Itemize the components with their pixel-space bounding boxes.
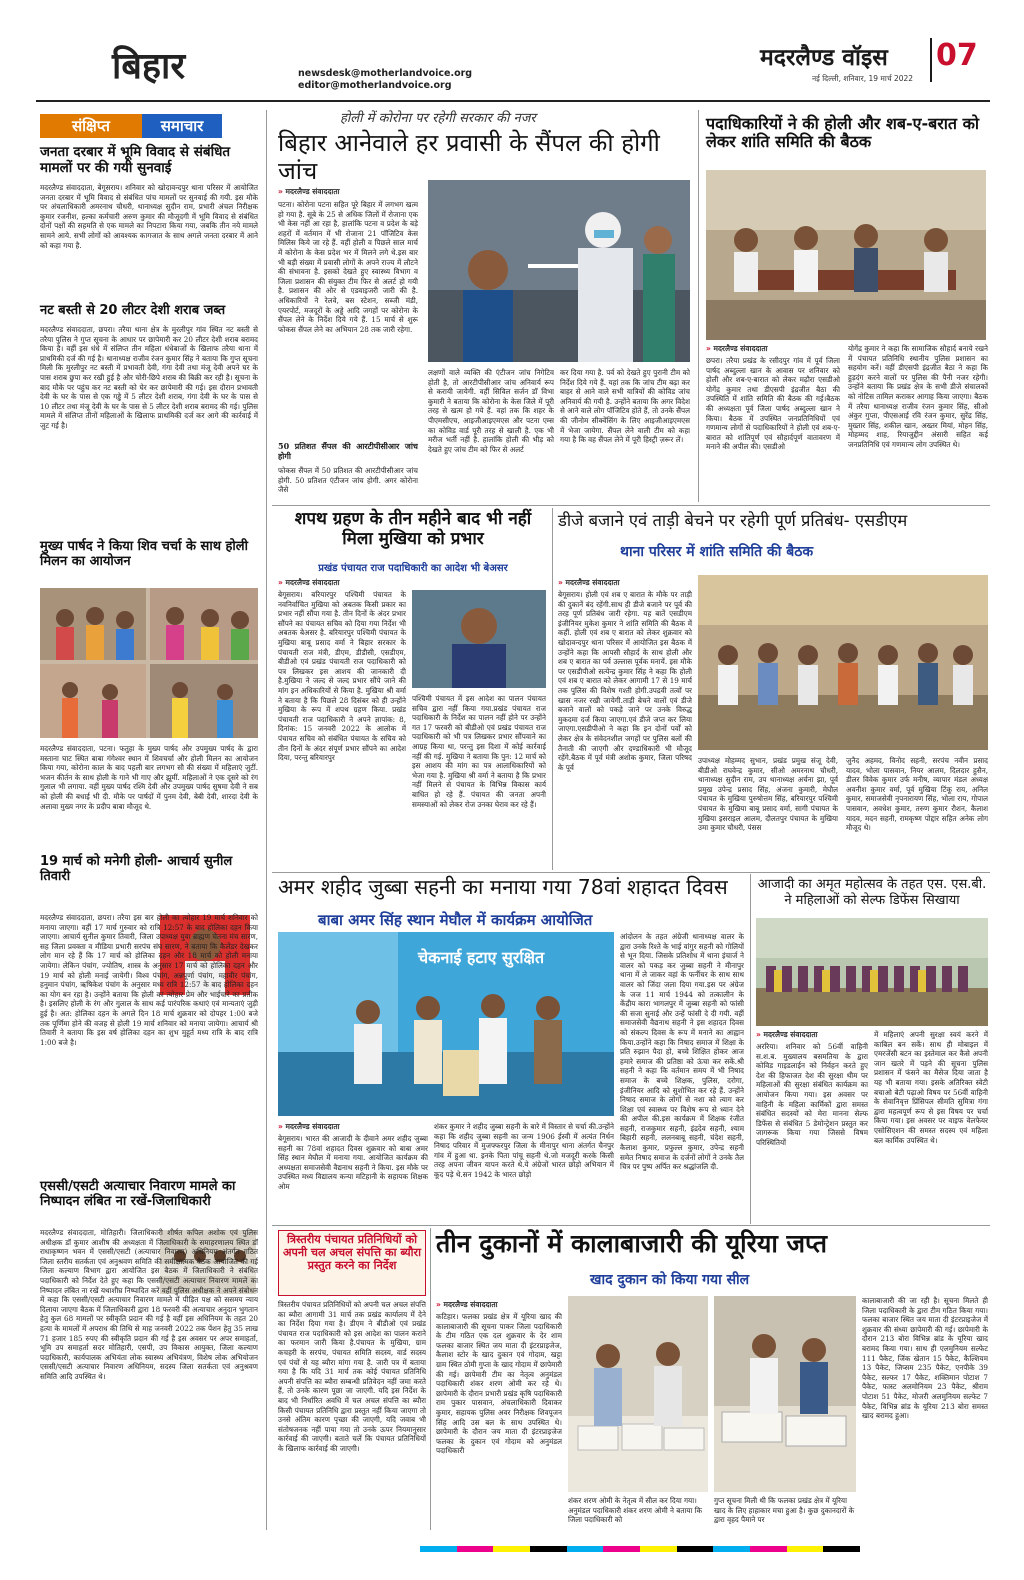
col-divider-low: [750, 874, 751, 1224]
story8-col2: कालाबाजारी की जा रही है। सूचना मिलते ही जिला पदाधिकारी के द्वारा टीम गठित किया गया। फलका बाजार स्थित जय माता दी इंटरप्राइजेज में शुक्रवार की संध्या छापेमारी की गई। छापेमारी के दौरान 213 बोरा विभिन्न ब्रांड के यूरिया खाद बरामद किया गया। साथ ही एलमुनियम सल्फेट 111 पैकेट, जिंक खेतान 15 पैकेट, कैल्शियम 13 पैकेट, जिप्सम 235 पैकेट, एनपीके 39 पैकेट, सल्फर 17 पैकेट, शक्तिमान पोटाश 7 पैकेट, फास्ट अलमोनियम 23 पैकेट, श्रीराम पोटाश 51 पैकेट, मोजरी अलमुनियम सल्फेट 7 पैकेट, विभिन्न ब्रांड के यूरिया 213 बोरा समस्त खाद बरामद हुआ।: [862, 1296, 988, 1421]
story3-title: शपथ ग्रहण के तीन महीने बाद भी नहीं मिला मुखिया को प्रभार: [294, 509, 532, 549]
sidebar-story5-title: एससी/एसटी अत्याचार निवारण मामले का निष्पादन लंबित ना रखें-जिलाधिकारी: [40, 1179, 236, 1209]
urea-godown-photo-2: [714, 1296, 856, 1492]
story1-col3: कर दिया गया है. पर्व को देखते हुए पुरानी टीम को निर्देश दिये गये हैं. यहां तक कि जांच टीम बढ़ा कर बाहर से आने वाले सभी यात्रियों की कोविड जांच अनिवार्य की गयी है. उन्होंने बताया कि अगर विदेश से आने वाले लोग पॉजिटिव होते हैं, तो उनके सैंपल की जीनोम सीक्वेंसिंग के लिए आइजीआइएमएस में भेजा जायेगा. सैंपल लेने वाली टीम को कहा गया है कि वह सैंपल लेने में पूरी हिस्ट्री ज़रूर लें।: [560, 368, 690, 445]
row3-rule: [272, 1225, 990, 1226]
story1-subhead: 50 प्रतिशत सैंपल की आरटीपीसीआर जांच होगी: [278, 442, 418, 461]
story4-col1: बेगूसराय। होली एवं शब ए बारात के मौके पर ताड़ी की दुकानें बंद रहेंगी.साथ ही डीजे बजाने पर पूर्व की तरह पूर्ण प्रतिबंध जारी रहेगा. यह बातें एसडीएम इंजीनियर मुकेश कुमार ने शांति समिति की बैठक में कहीं. होली एवं शब ए बारात को लेकर शुक्रवार को खोदावन्दपुर थाना परिसर में आयोजित इस बैठक में उन्होंने कहा कि आपसी सौहार्द के साथ होली और शब ए बारात का पर्व उल्लास पूर्वक मनायें. इस मौके पर एसडीपीओ सत्येन्द्र कुमार सिंह ने कहा कि होली एवं शब ए बारात को लेकर आगामी 17 से 19 मार्च तक पुलिस की विशेष गश्ती होगी.उपद्रवी तत्वों पर खास नजर रखी जायेगी.ताड़ी बेचने वालों एवं डीजे बजाने वालों को पकड़े जाने पर उनके विरुद्ध मुकदमा दर्ज किया जाएगा.एवं डीजे जप्त कर लिया जाएगा.एसडीपीओ ने कहा कि इन दोनों पर्वों को लेकर क्षेत्र के संवेदनशील जगहों पर पुलिस बलों की तैनाती की जाएगी और दण्डाधिकारी भी मौजूद रहेंगे.बैठक में पूर्व मंत्री अशोक कुमार, जिला परिषद के पूर्व: [558, 590, 692, 772]
story7-title: त्रिस्तरीय पंचायत प्रतिनिधियों को अपनी चल अचल संपत्ति का ब्यौरा प्रस्तुत करने का निर्देश: [282, 1233, 422, 1272]
story4-col2: उपाध्यक्ष मोहम्मद सुभान, प्रखंड प्रमुख संजू देवी, बीडीओ राघवेन्द्र कुमार, सीओ अमरनाथ चौधरी, थानाध्यक्ष सुदीन राम, उप थानाध्यक्ष अर्चना झा, पूर्व प्रमुख उपेन्द्र प्रसाद सिंह, अंजना कुमारी, मेघौल पंचायत के मुखिया पुरुषोत्तम सिंह, बरियारपुर पश्चिमी पंचायत के मुखिया बाबू प्रसाद वर्मा, सागी पंचायत के मुखिया इसराइल आलम, दौलतपुर पंचायत के मुखिया उमा कुमार चौधरी, पंसस: [698, 756, 838, 833]
row2-rule: [272, 872, 990, 873]
sidebar-divider: [266, 110, 267, 1530]
story5-byline: » मदरलैण्ड संवाददाता: [278, 1122, 340, 1132]
story4-byline: » मदरलैण्ड संवाददाता: [558, 578, 620, 588]
story4-subhead: थाना परिसर में शांति समिति की बैठक: [620, 544, 814, 560]
col-divider-top: [698, 110, 699, 502]
story8-caption-1: शंकर शरण ओमी के नेतृत्व में सील कर दिया गया। अनुमंडल पदाधिकारी शंकर शरण ओमी ने बताया कि जिला पदाधिकारी को: [568, 1496, 703, 1525]
story5-col1: बेगूसराय। भारत की आजादी के दीवाने अमर शहीद जुब्बा सहनी का 78वां शहादत दिवस शुक्रवार को बाबा अमर सिंह स्थान मेघौल में मनाया गया. आयोजित कार्यक्रम की अध्यक्षता समाजसेवी वैद्यनाथ सहनी ने किया. इस मौके पर उपस्थित मध्य विद्यालय कन्या मटिहानी के सहायक शिक्षक ओम: [278, 1134, 428, 1191]
sidebar-story2-body: मदरलैण्ड संवाददाता, छपरा। तरैया थाना क्षेत्र के मुरलीपुर गांव स्थित नट बस्ती से तरैया पुलिस ने गुप्त सूचना के आधार पर छापेमारी कर 20 लीटर देशी शराब बरामद किया है। वहीं इस धंधे में संलिप्त तीन महिला धंधेबाजों के खिलाफ तरैया थाना में प्राथमिकी दर्ज की गई है। थानाध्यक्ष राजीव रंजन कुमार सिंह ने बताया कि गुप्त सूचना मिली कि मुरलीपुर नट बस्ती में प्रभावती देवी, गंगा देवी तथा मंजू देवी अपने घर के पास शराब छुपा कर रखी हुई है और चोरी-छिपे शराब की बिक्री कर रही है। सूचना के बाद मौके पर पहुंच कर नट बस्ती को घेर कर छापेमारी की गई। इस दौरान प्रभावती देवी के घर के पास से एक गड्ढे में 5 लीटर देशी शराब, गंगा देवी के घर के पास से 10 लीटर तथा मंजू देवी के घर के पास से 5 लीटर देशी शराब बरामद की गई। पुलिस मामले में संलिप्त तीनों महिलाओं के खिलाफ प्राथमिकी दर्ज कर आगे की कार्रवाई में जुट गई है।: [40, 325, 258, 430]
story1-col2: लक्षणों वाले व्यक्ति की एंटीजन जांच निगेटिव होती है, तो आरटीपीसीआर जांच अनिवार्य रूप से करायी जायेगी. वहीं सिविल सर्जन डॉ विभा कुमारी ने बताया कि कोरोना के केस जिले में पूरी तरह से खत्म हो गये हैं. वहां तक कि शहर के पीएमसीएच, आइजीआइएमएस और पटना एम्स का कोविड वार्ड पूरी तरह से खाली है. एक भी मरीज भर्ती नहीं है. हालांकि होली की भीड़ को देखते हुए जांच टीम को फिर से अलर्ट: [428, 368, 554, 454]
sidebar-tag-right: समाचार: [142, 114, 222, 138]
story8-title: तीन दुकानों में कालाबाजारी की यूरिया जप्त: [436, 1229, 827, 1258]
martyr-day-photo: [278, 932, 614, 1116]
story3-subhead: प्रखंड पंचायत राज पदाधिकारी का आदेश भी बेअसर: [318, 563, 508, 574]
sidebar-story3-title: मुख्य पार्षद ने किया शिव चर्चा के साथ होली मिलन का आयोजन: [40, 539, 248, 569]
story8-subhead: खाद दुकान को किया गया सील: [590, 1272, 750, 1288]
covid-testing-photo: [428, 180, 690, 362]
row1-rule: [272, 505, 990, 506]
sidebar-story3-body: मदरलैण्ड संवाददाता, पटना। फतुहा के मुख्य पार्षद और उपमुख्य पार्षद के द्वारा मस्ताना घाट स्थित बाबा गंगेश्वर स्थान में शिवचर्चा और होली मिलन का आयोजन किया गया, कोरोना काल के बाद पहली बार लगभग सौ की संख्या में महिलाएं जुटीं. भजन कीर्तन के साथ होली के गाने भी गाए और झूमीं. महिलाओं ने एक दूसरे को रंग गुलाल भी लगाया. वहीं मुख्य पार्षद रश्मि देवी और उपमुख्य पार्षद सुषमा देवी ने सब को होली की बधाई भी दी. मौके पर पार्षदों में पुनम देवी, बेबी देवी, शारदा देवी के अलावा मुख्य नगर के प्रदीप बाबा मौजूद थे.: [40, 744, 258, 811]
sidebar-story1-body: मदरलैण्ड संवाददाता, बेगूसराय। शनिवार को खोदावन्दपुर थाना परिसर में आयोजित जनता दरबार में भूमि विवाद से संबंधित पांच मामलों पर सुनवाई की गयी. इस मौके पर अंचलाधिकारी अमरनाथ चौधरी, थानाध्यक्ष सुदीन राम, प्रभारी अंचल निरीक्षक कुमार रजनीश, हल्का कर्मचारी अरुण कुमार की मौजूदगी में भूमि विवाद से संबंधित दोनों पक्षों की सहमति से एक मामले का निपटारा किया गया, जबकि तीन नये मामले सामने आये. सभी लोगों को आवश्यक कागजात के साथ अगले जनता दरबार में आने को कहा गया है.: [40, 183, 258, 250]
holi-milan-photo: [40, 588, 258, 738]
story5-title: अमर शहीद जुब्बा सहनी का मनाया गया 78वां शहादत दिवस: [278, 875, 728, 899]
story6-byline: » मदरलैण्ड संवाददाता: [756, 1030, 818, 1040]
sidebar-tag: [40, 114, 256, 138]
photo-banner-text: चेकनाई हटाए सुरक्षित: [418, 948, 545, 967]
story5-subhead: बाबा अमर सिंह स्थान मेघौल में कार्यक्रम आयोजित: [318, 911, 593, 929]
story3-byline: » मदरलैण्ड संवाददाता: [278, 578, 340, 588]
sidebar-story2-title: नट बस्ती से 20 लीटर देशी शराब जब्त: [40, 303, 226, 318]
story8-col1: कटिहार। फलका प्रखंड क्षेत्र में यूरिया खाद की कालाबाजारी की सूचना पाकर जिला पदाधिकारी के टीम गठित एक दल शुक्रवार के देर शाम फलका बाजार स्थित जय माता दी इंटरप्राइजेज, कैलाश स्टोर के खाद दुकान एवं गोदाम, खट्टा ग्राम स्थित ठोमी गुप्ता के खाद गोदाम में छापेमारी की गई। छापेमारी टीम का नेतृत्व अनुमंडल पदाधिकारी शंकर शरण ओमी कर रहे थे। छापेमारी के दौरान प्रभारी प्रखंड कृषि पदाधिकारी राम पुकार पासवान, अंचलाधिकारी दिवाकर कुमार, सहायक पुलिस अवर निरीक्षक शिवपूजन सिंह आदि उस बल के साथ उपस्थित थे। छापेमारी के दौरान जय माता दी इंटरप्राइजेज फलका के दुकान एवं गोदाम को अनुमंडल पदाधिकारी: [436, 1312, 562, 1456]
story1-byline: » मदरलैण्ड संवाददाता: [278, 187, 340, 197]
urea-godown-photo-1: [568, 1296, 708, 1492]
newsdesk-email[interactable]: newsdesk@motherlandvoice.org: [298, 68, 473, 79]
story5-col2: शंकर कुमार ने शहीद जुब्बा सहनी के बारे में विस्तार से चर्चा की.उन्होंने कहा कि शहीद जुब्बा सहनी का जन्म 1906 ईस्वी में अत्यंत निर्धन निषाद परिवार में मुजफ्फरपुर जिला के मीनापुर थाना अंतर्गत चैनपुर गांव में हुआ था. इनके पिता पांचू सहनी थे.जो मजदूरी करके किसी तरह अपना जीवन यापन करते थे.ये अंग्रेजों भारत छोड़ो अभियान में कूद पड़े थे.सन 1942 के भारत छोड़ो: [434, 1122, 614, 1179]
dateline: नई दिल्ली, शनिवार, 19 मार्च 2022: [812, 74, 914, 83]
story2-col1: छपरा। तरैया प्रखंड के रसीदपुर गांव में पूर्व जिला पार्षद अब्दुल्ला खान के आवास पर शनिवार को होली और शब-ए-बारात को लेकर मढ़ौरा एसडीओ योगेंद्र कुमार तथा डीएसपी इंद्रजीत बैठा की उपस्थिति में शांति समिति की बैठक की गई।बैठक की अध्यक्षता पूर्व जिला पार्षद अब्दुल्ला खान ने किया। बैठक में उपस्थित जनप्रतिनिधियों एवं गणमान्य लोगों से पदाधिकारियों ने होली एवं शब-ए-बारात को शांतिपूर्ण एवं सौहार्दपूर्ण वातावरण में मनाने की अपील की। एसडीओ: [706, 356, 840, 452]
editor-email[interactable]: editor@motherlandvoice.org: [298, 80, 452, 91]
page-number: 07: [936, 38, 978, 73]
story1-col1b: फोकस सैंपल में 50 प्रतिशत की आरटीपीसीआर जांच होगी. 50 प्रतिशत एंटीजन जांच होगी. अगर कोरोना जैसे: [278, 466, 418, 495]
masthead-rule: [36, 100, 990, 102]
story2-title: पदाधिकारियों ने की होली और शब-ए-बरात को लेकर शांति समिति की बैठक: [706, 114, 980, 152]
sidebar-tag-left: संक्षिप्त: [40, 114, 142, 138]
story2-byline: » मदरलैण्ड संवाददाता: [706, 344, 768, 354]
story4-title: डीजे बजाने एवं ताड़ी बेचने पर रहेगी पूर्ण प्रतिबंध- एसडीएम: [558, 511, 908, 530]
story6-col2: में महिलाएं अपनी सुरक्षा स्वयं करने में काबिल बन सकें। साथ ही मोबाइल में एमरजेंसी बटन का इस्तेमाल कर कैसे अपनी जान खतरे में पड़ने की सूचना पुलिस प्रशासन में फंसने का मैसेज दिया जाता है यह भी बताया गया। इसके अतिरिक्त स्वेटी बचाओ बेटी पढ़ाओ विषय पर 56वीं वाहिनी के सेवानिवृत्त प्रिंसिपल सीमति सुमित्रा गंगा द्वारा महत्वपूर्ण रूप से इस विषय पर चर्चा किया गया। इस अवसर पर वाइफ वेलफेयर एसोसिएशन की समस्त सदस्य एवं महिला बल कार्मिक उपस्थित थे।: [874, 1030, 988, 1145]
story8-caption-2: गुप्त सूचना मिली थी कि फलका प्रखंड क्षेत्र में यूरिया खाद के लिए हाहाकार मचा हुआ है। कुछ दुकानदारों के द्वारा वृहद पैमाने पर: [714, 1496, 855, 1525]
col-divider-mid: [552, 508, 553, 870]
brand-divider: [930, 38, 932, 82]
sidebar-story4-title: 19 मार्च को मनेगी होली- आचार्य सुनील तिवारी: [40, 854, 233, 884]
brand-logo: मदरलैण्ड वॉइस: [760, 45, 888, 71]
col-divider-bottom: [430, 1228, 431, 1530]
peace-committee-photo-1: [706, 170, 986, 340]
mukhiya-portrait: [412, 590, 546, 688]
story6-col1: अररिया। शनिवार को 56वीं वाहिनी स.श.ब. मुख्यालय बसमतिया के द्वारा कोविड गाइडलाईन को निर्वहन करते हुए देश की हिफाजत देश की सुरक्षा थीम पर महिलाओं की सुरक्षा संबंधित कार्यक्रम का आयोजन किया गया। इस अवसर पर वाहिनी के महिला कार्मिकों द्वारा समस्त संबंधित सदस्यों को मेरा मानना सेल्फ डिफेंस से संबंधित 5 डेमोन्ट्रेशन प्रस्तुत कर जागरूक किया गया जिससे विषम परिस्थितियों: [756, 1042, 868, 1147]
self-defence-photo: [756, 918, 988, 1026]
section-title: बिहार: [112, 46, 186, 87]
story1-col1: पटना। कोरोना पटना सहित पूरे बिहार में लगभग खत्म हो गया है. सूबे के 25 से अधिक जिलों में रोजाना एक भी केस नहीं आ रहा है, हालांकि पटना व प्रदेश के बड़े शहरों में वर्तमान में भी रोजाना 21 पॉजिटिव केस मिलिस किये जा रहे हैं. वहीं होली व पिछले साल मार्च में कोरोना के केस प्रदेश भर में मिलने लगे थे.इस बार भी बड़ी संख्या में प्रवासी लोगों के अपने राज्य में लौटने की संभावना है. इसको देखते हुए स्वास्थ्य विभाग व जिला प्रशासन की संयुक्त टीम फिर से अलर्ट हो गयी है. प्रशासन की ओर से एडवाइजरी जारी की है. अधिकारियों ने रेलवे, बस स्टेशन, सब्जी मंडी, एयरपोर्ट, मजदूरों के अड्डे आदि जगहों पर कोरोना के सैंपल लेने के निर्देश दिये गये हैं. 15 मार्च से शुरू फोकस सैंपल लेने का अभियान 28 तक जारी रहेगा.: [278, 200, 418, 334]
story3-col1: बेगूसराय। बरियारपुर पश्चिमी पंचायत के नवनिर्वाचित मुखिया को अबतक किसी प्रकार का प्रभार नहीं सौंपा गया है. तीन दिनों के अंदर प्रभार सौंपने का पंचायत सचिव को दिया गया निर्देश भी अबतक बेअसर है. बरियारपुर पश्चिमी पंचायत के मुखिया बाबू प्रसाद वर्मा ने बिहार सरकार के पंचायती राज मंत्री, डीएम, डीडीसी, एसडीएम, बीडीओ एवं प्रखंड पंचायती राज पदाधिकारी को पत्र लिखकर इस आशय की जानकारी दी है.मुखिया ने जल्द से जल्द प्रभार सौंपे जाने की मांग इन अधिकारियों से किया है. मुखिया श्री वर्मा ने बताया है कि पिछले 28 दिसंबर को ही उन्होंने मुखिया के रूप में शपथ ग्रहण किया. प्रखंड पंचायती राज पदाधिकारी ने अपने ज्ञापांक: 8, दिनांक: 15 जनवरी 2022 के आलोक में पंचायत सचिव को संबंधित पंचायत के सचिव को तीन दिनों के अंदर संपूर्ण प्रभार सौंपने का आदेश दिया, परन्तु बरियारपुर: [278, 590, 406, 763]
story1-kicker: होली में कोरोना पर रहेगी सरकार की नजर: [340, 111, 536, 126]
color-registration-bar: [420, 1546, 860, 1552]
story1-title: बिहार आनेवाले हर प्रवासी के सैंपल की होगी जांच: [278, 129, 660, 185]
sidebar-story1-title: जनता दरबार में भूमि विवाद से संबंधित मामलों पर की गयी सुनवाई: [40, 144, 231, 176]
thana-meeting-photo: [698, 575, 988, 750]
sidebar-story4-body: मदरलैण्ड संवाददाता, छपरा। तरैया इस बार होली का त्योहार 19 मार्च शनिवार को मनाया जाएगा। वहीं 17 मार्च गुरुवार को रात्रि 12:57 के बाद होलिका दहन किया जाएगा। आचार्य सुनील कुमार तिवारी, जिला उपाध्यक्ष युवा ब्राह्मण चेतना मंच सारण, सह जिला प्रवक्ता व मीडिया प्रभारी सरपंच संघ सारण, ने बताया कि कैलेंडर देखकर लोग मान रहे हैं कि 17 मार्च को होलिका दहन और 18 मार्च को होली मनाया जायेगा। लेकिन पंचांग, ज्योतिष, शास्त्र के अनुसार 17 मार्च को होलिका दहन और 19 मार्च को होली मनाई जायेगी। विश्व पंचांग, अन्नपूर्णा पंचांग, महावीर पंचांग, हनुमान पंचांग, ऋषिकेश पंचांग के अनुसार मध्य रात्रि 12:57 के बाद होलिका दहन का योग बन रहा है। उन्होंने बताया कि होली का त्योहार प्रेम और भाईचारे का प्रतीक है। इसलिए होली के रंग और गुलाल के साथ कई पारंपरिक कथाएं एवं मान्यताएं जुड़ी हुई है। अत: होलिका दहन के अगले दिन 18 मार्च शुक्रवार को दोपहर 1:00 बजे तक पूर्णिमा होने की वजह से होली 19 मार्च शनिवार को मनाया जायेगा। आचार्य श्री तिवारी ने बताया कि इस वर्ष होलिका दहन का शुभ मुहूर्त मध्य रात्रि के बाद रात्रि 1:00 बजे है।: [40, 913, 258, 1047]
sidebar-story5-body: मदरलैण्ड संवाददाता, मोतिहारी। जिलाधिकारी शीर्षत कपिल अशोक एवं पुलिस अधीक्षक डॉ कुमार आशीष की अध्यक्षता में जिलाधिकारी के समाहरणालय स्थित डॉ राधाकृष्णन भवन में एससी/एसटी (अत्याचार निवारण) अधिनियम अंतर्गत गठित जिला स्तरीय सतर्कता एवं अनुश्रवण समिति की समीक्षात्मक बैठक आयोजित की गई जिला कल्याण विभाग द्वारा आयोजित इस बैठक में जिलाधिकारी ने संबंधित पदाधिकारी को निर्देश देते हुए कहा कि एससी/एसटी अत्याचार निवारण मामले का निष्पादन लंबित ना रखें यथाशीघ्र निष्पादित करें वहीं पुलिस अधीक्षक ने अपने संबोधन में कहा कि एससी/एसटी अत्याचार निवारण मामले में पीड़ित पक्ष को ससमय न्याय दिलाया जाएगा बैठक में जिलाधिकारी द्वारा 18 फरवरी की अत्याचार अनुदान भुगतान हेतु कुल 68 मामलों पर स्वीकृति प्रदान की गई है वहीं इस अधिनियम के तहत 20 हत्या के मामलों में अपराध की तिथि से माह जनवरी 2022 तक पेंशन हेतु 35 लाख 71 हजार 185 रुपए की स्वीकृति प्रदान की गई है इस अवसर पर अपर समाहर्ता, भूमि उप समाहर्ता सदर मोतिहारी, एसपी, उप विकास आयुक्त, जिला कल्याण पदाधिकारी, कार्यपालक अभियंता लोक स्वास्थ्य अभियंत्रण, विशेष लोक अभियोजन एससी/एसटी अत्याचार निवारण अधिनियम, सदस्य जिला सतर्कता एवं अनुश्रवण समिति आदि उपस्थित थे।: [40, 1228, 258, 1381]
story6-title: आजादी का अमृत महोत्सव के तहत एस. एस.बी. ने महिलाओं को सेल्फ डिफेंस सिखाया: [757, 877, 987, 909]
story3-col2: पश्चिमी पंचायत में इस आदेश का पालन पंचायत सचिव द्वारा नहीं किया गया.प्रखंड पंचायत राज पदाधिकारी के निर्देश का पालन नहीं होने पर उन्होंने गत 17 फरवरी को बीडीओ एवं प्रखंड पंचायत राज पदाधिकारी को भी पत्र लिखकर प्रभार सौंपवाने का आग्रह किया था, परन्तु इस दिशा में कोई कार्रवाई नहीं की गई. मुखिया ने बताया कि पुन: 12 मार्च को इस आशय की मांग का पत्र आलाधिकारियों को भेजा गया है. मुखिया श्री वर्मा ने बताया है कि प्रभार नहीं मिलने से पंचायत के विभिन्न विकास कार्य बाधित हो रहे हैं. पंचायत की जनता अपनी समस्याओं को लेकर रोज उनका घेराव कर रहे हैं।: [412, 694, 546, 809]
story7-col1: त्रिस्तरीय पंचायत प्रतिनिधियों को अपनी चल अचल संपत्ति का ब्यौरा आगामी 31 मार्च तक प्रखंड कार्यालय में देने का निर्देश दिया गया है। डीएम ने बीडीओ एवं प्रखंड पंचायत राज पदाधिकारी को इस आदेश का पालन कराने का फरमान जारी किया है.पंचायत के मुखिया, ग्राम कचहरी के सरपंच, पंचायत समिति सदस्य, वार्ड सदस्य एवं पंचों से यह ब्यौरा मांगा गया है. जारी पत्र में बताया गया है कि यदि 31 मार्च तक कोई पंचायत प्रतिनिधि अपनी संपत्ति का ब्यौरा सम्बन्धी प्रतिवेदन नहीं जमा करते हैं, तो उनके कारण पूछा जा जाएगी. यदि इस निर्देश के बाद भी निर्धारित अवधि में चल अचल संपत्ति का ब्यौरा किसी पंचायत प्रतिनिधि द्वारा प्रस्तुत नहीं किया जाएगा तो उनसे अंतिम कारण पृच्छा की जाएगी, यदि जवाब भी संतोषजनक नहीं पाया गया तो उनके ऊपर नियमानुसार कार्रवाई की जाएगी। बताते चलें कि पंचायत प्रतिनिधियों के खिलाफ कार्रवाई की जाएगी।: [278, 1300, 426, 1453]
story4-col3: जुनैद अहमद, विनोद सहनी, सरपंच नवीन प्रसाद यादव, भोला पासवान, नियर आलम, दिलदार हुसैन, डीलर विवेक कुमार उर्फ मनीष, व्यापार मंडल अध्यक्ष अवनीश कुमार वर्मा, पूर्व मुखिया टिंकू राय, अनिल कुमार, समाजसेवी नृपनारायण सिंह, भोला राय, गोपाल पासवान, अवधेश कुमार, तरुण कुमार रौशन, कैलाश यादव, मदन सहनी, रामकृष्ण पोद्दार सहित अनेक लोग मौजूद थे।: [846, 756, 988, 833]
story2-col2: योगेंद्र कुमार ने कहा कि सामाजिक सौहार्द बनाये रखने में पंचायत प्रतिनिधि स्थानीय पुलिस प्रशासन का सहयोग करें। वहीं डीएसपी इंद्रजीत बैठा ने कहा कि हुड़दंग करने वालों पर पुलिस की पैनी नजर रहेगी। उन्होंने बताया कि प्रखंड क्षेत्र के सभी डीजे संचालकों को नोटिस तामिल कराकर आगाह किया जाएगा। बैठक में तरैया थानाध्यक्ष राजीव रंजन कुमार सिंह, सीओ अंकुर गुप्ता, पीएसआई रवि रंजन कुमार, सुरेंद्र सिंह, मुख्तार सिंह, शकील खान, अख्तर मियां, मोहन सिंह, मोहम्मद शाह, रियाजुद्दीन अंसारी सहित कई जनप्रतिनिधि एवं गणमान्य लोग उपस्थित थे।: [848, 344, 988, 449]
story5-col3: आंदोलन के तहत अंग्रेजी थानाध्यक्ष वालर के द्वारा उनके रिश्ते के भाई वांगुर सहनी को गोलियों से भून दिया. जिसके प्रतिशोध में थाना इंचार्ज ने वालर को पकड़ कर जुब्बा सहनी ने मीनापुर थाना में ले जाकर वहां के फर्नीचर के साथ साथ वालर को जिंदा जला दिया गया.इस पर अंग्रेज के जज 11 मार्च 1944 को तत्कालीन के केंद्रीय कारा भागलपुर में जुब्बा सहनी को फांसी की सजा सुनाई और उन्हें फांसी दे दी गयी. वहीं समाजसेवी वैद्यनाथ सहनी ने इस शहादत दिवस को संकल्प दिवस के रूप में मनाने का आह्वान किया.उन्होंने कहा कि निषाद समाज में शिक्षा के प्रति रुझान पैदा हो, बच्चे शिक्षित होकर आज हमारे समाज की प्रतिष्ठा को ऊंचा कर सकें.श्री सहनी ने कहा कि वर्तमान समय में भी निषाद समाज के बच्चे शिक्षक, पुलिस, दरोगा, इंजीनियर आदि को सुशोभित कर रहे हैं. उन्होंने निषाद समाज के लोगों से नशा को त्याग कर शिक्षा एवं स्वास्थ्य पर विशेष रूप से ध्यान देने की अपील की.इस कार्यक्रम में शिक्षक रंजीत सहनी, राजकुमार सहनी, इंद्रदेव सहनी, श्याम बिहारी सहनी, ललनबाबू सहनी, चंदेश सहनी, कैलाश कुमार, प्रफुल्ल कुमार, उपेन्द्र सहनी समेत निषाद समाज के दर्जनों लोगों ने उनके तैल चित्र पर पुष्प अर्पित कर श्रद्धांजलि दी.: [620, 932, 744, 1172]
story8-byline: » मदरलैण्ड संवाददाता: [436, 1300, 498, 1310]
